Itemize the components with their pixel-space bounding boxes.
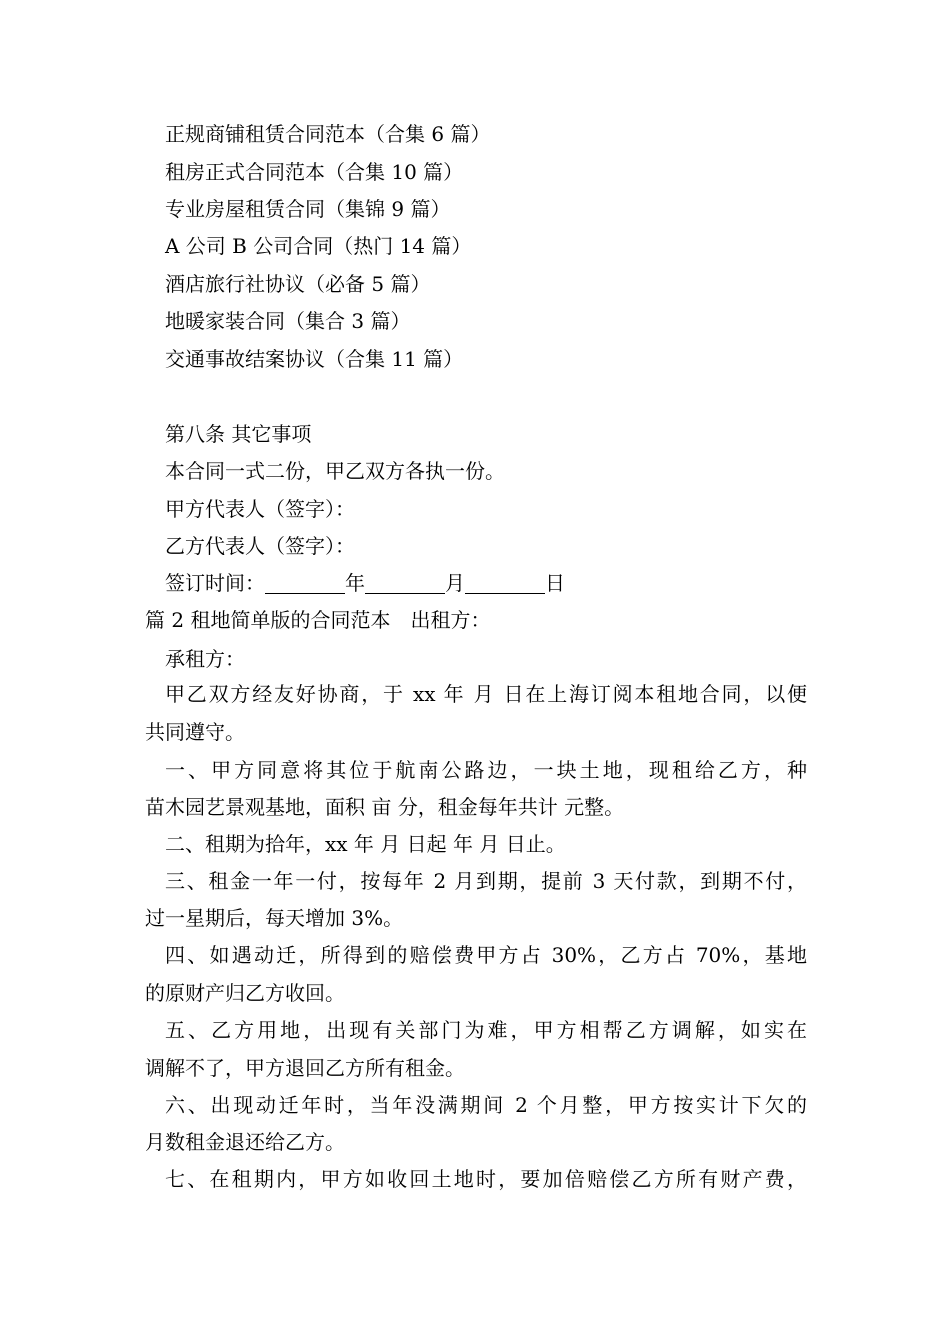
paragraph-line: 七、在租期内，甲方如收回土地时，要加倍赔偿乙方所有财产费，	[165, 1167, 807, 1191]
day-blank	[465, 571, 545, 594]
party-b-signature-label: 乙方代表人（签字）：	[165, 534, 355, 558]
paragraph-line: 一、甲方同意将其位于航南公路边，一块土地，现租给乙方，种	[165, 758, 807, 782]
paragraph-line: 五、乙方用地，出现有关部门为难，甲方相帮乙方调解，如实在	[165, 1018, 807, 1042]
paragraph-line: 调解不了，甲方退回乙方所有租金。	[145, 1056, 465, 1080]
paragraph-line: 二、租期为拾年，xx 年 月 日起 年 月 日止。	[165, 832, 566, 856]
related-list-item[interactable]: 酒店旅行社协议（必备 5 篇）	[165, 272, 431, 296]
paragraph-line: 月数租金退还给乙方。	[145, 1130, 345, 1154]
paragraph-line: 三、租金一年一付，按每年 2 月到期，提前 3 天付款，到期不付，	[165, 869, 807, 893]
paragraph-line: 四、如遇动迁，所得到的赔偿费甲方占 30%，乙方占 70%，基地	[165, 943, 807, 967]
month-label: 月	[445, 571, 465, 595]
paragraph-line: 共同遵守。	[145, 720, 245, 744]
signing-date-line	[165, 569, 565, 597]
related-list-item[interactable]: 租房正式合同范本（合集 10 篇）	[165, 160, 464, 184]
related-list-item[interactable]: A 公司 B 公司合同（热门 14 篇）	[165, 234, 472, 258]
year-blank	[265, 571, 345, 594]
party-a-signature-label: 甲方代表人（签字）：	[165, 497, 355, 521]
related-list-item[interactable]: 专业房屋租赁合同（集锦 9 篇）	[165, 197, 451, 221]
article-text: 本合同一式二份，甲乙双方各执一份。	[165, 459, 505, 483]
day-label: 日	[545, 571, 565, 595]
related-list-item[interactable]: 地暖家装合同（集合 3 篇）	[165, 309, 411, 333]
year-label: 年	[345, 571, 365, 595]
article-heading: 第八条 其它事项	[165, 422, 312, 446]
paragraph-line: 的原财产归乙方收回。	[145, 981, 345, 1005]
related-list-item[interactable]: 正规商铺租赁合同范本（合集 6 篇）	[165, 122, 491, 146]
related-list-item[interactable]: 交通事故结案协议（合集 11 篇）	[165, 347, 464, 371]
paragraph-line: 过一星期后，每天增加 3%。	[145, 906, 404, 930]
signing-date-label: 签订时间：	[165, 571, 265, 595]
section-title: 篇 2 租地简单版的合同范本 出租方：	[145, 608, 491, 632]
paragraph-line: 甲乙双方经友好协商，于 xx 年 月 日在上海订阅本租地合同，以便	[165, 682, 807, 706]
paragraph-line: 苗木园艺景观基地，面积 亩 分，租金每年共计 元整。	[145, 795, 625, 819]
month-blank	[365, 571, 445, 594]
paragraph-line: 六、出现动迁年时，当年没满期间 2 个月整，甲方按实计下欠的	[165, 1093, 807, 1117]
lessee-label: 承租方：	[165, 647, 245, 671]
